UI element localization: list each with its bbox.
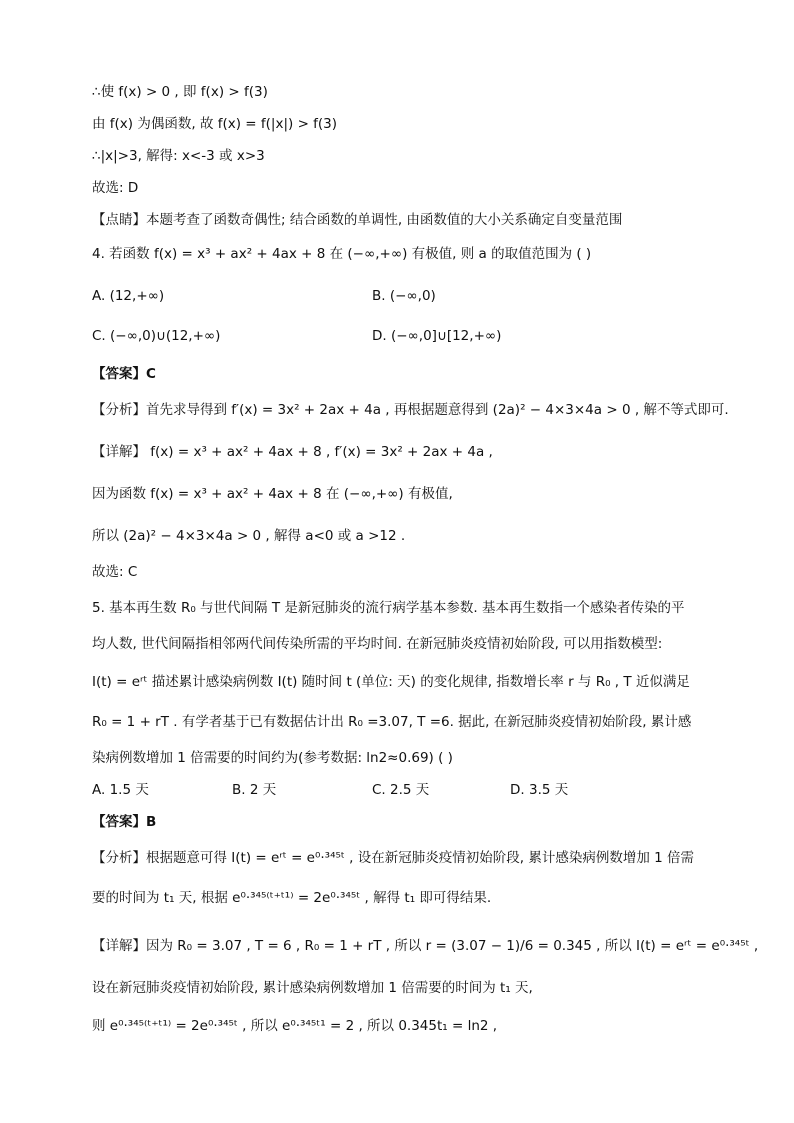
note-line: 【点睛】本题考查了函数奇偶性; 结合函数的单调性, 由函数值的大小关系确定自变量范围 [92, 212, 623, 228]
option-a: A. 1.5 天 [92, 782, 149, 798]
answer-label: 【答案】B [92, 814, 157, 830]
analysis-line: 要的时间为 t₁ 天, 根据 e⁰·³⁴⁵⁽ᵗ⁺ᵗ¹⁾ = 2e⁰·³⁴⁵ᵗ , 解得 t₁ 即可得结果. [92, 890, 492, 906]
option-c: C. 2.5 天 [372, 782, 430, 798]
detail-line: 【详解】因为 R₀ = 3.07 , T = 6 , R₀ = 1 + rT , 所以 r = (3.07 − 1)/6 = 0.345 , 所以 I(t) = eʳᵗ = e⁰·³⁴⁵ᵗ , [92, 938, 759, 954]
detail-line: 因为函数 f(x) = x³ + ax² + 4ax + 8 在 (−∞,+∞) 有极值, [92, 486, 453, 502]
detail-line: 则 e⁰·³⁴⁵⁽ᵗ⁺ᵗ¹⁾ = 2e⁰·³⁴⁵ᵗ , 所以 e⁰·³⁴⁵ᵗ¹ = 2 , 所以 0.345t₁ = ln2 , [92, 1018, 498, 1034]
text-line: ∴|x|>3, 解得: x<-3 或 x>3 [92, 148, 265, 164]
option-d: D. (−∞,0]∪[12,+∞) [372, 328, 502, 344]
question-5: I(t) = eʳᵗ 描述累计感染病例数 I(t) 随时间 t (单位: 天) 的变化规律, 指数增长率 r 与 R₀ , T 近似满足 [92, 674, 690, 690]
text-line: 故选: D [92, 180, 139, 196]
option-b: B. 2 天 [232, 782, 277, 798]
option-c: C. (−∞,0)∪(12,+∞) [92, 328, 221, 344]
text-line: 由 f(x) 为偶函数, 故 f(x) = f(|x|) > f(3) [92, 116, 338, 132]
question-5: 均人数, 世代间隔指相邻两代间传染所需的平均时间. 在新冠肺炎疫情初始阶段, 可以用指数模型: [92, 636, 663, 652]
question-5: R₀ = 1 + rT . 有学者基于已有数据估计出 R₀ =3.07, T =6. 据此, 在新冠肺炎疫情初始阶段, 累计感 [92, 714, 692, 730]
option-b: B. (−∞,0) [372, 288, 436, 304]
text-line: ∴使 f(x) > 0 , 即 f(x) > f(3) [92, 84, 268, 100]
question-5: 染病例数增加 1 倍需要的时间约为(参考数据: ln2≈0.69) ( ) [92, 750, 453, 766]
detail-line: 所以 (2a)² − 4×3×4a > 0 , 解得 a<0 或 a >12 . [92, 528, 406, 544]
answer-label: 【答案】C [92, 366, 156, 382]
option-d: D. 3.5 天 [510, 782, 569, 798]
detail-line: 【详解】 f(x) = x³ + ax² + 4ax + 8 , f′(x) = 3x² + 2ax + 4a , [92, 444, 493, 460]
choice-line: 故选: C [92, 564, 138, 580]
question-4: 4. 若函数 f(x) = x³ + ax² + 4ax + 8 在 (−∞,+∞) 有极值, 则 a 的取值范围为 ( ) [92, 246, 592, 262]
analysis-line: 【分析】首先求导得到 f′(x) = 3x² + 2ax + 4a , 再根据题意得到 (2a)² − 4×3×4a > 0 , 解不等式即可. [92, 402, 729, 418]
analysis-line: 【分析】根据题意可得 I(t) = eʳᵗ = e⁰·³⁴⁵ᵗ , 设在新冠肺炎疫情初始阶段, 累计感染病例数增加 1 倍需 [92, 850, 695, 866]
detail-line: 设在新冠肺炎疫情初始阶段, 累计感染病例数增加 1 倍需要的时间为 t₁ 天, [92, 980, 533, 996]
option-a: A. (12,+∞) [92, 288, 165, 304]
question-5: 5. 基本再生数 R₀ 与世代间隔 T 是新冠肺炎的流行病学基本参数. 基本再生数指一个感染者传染的平 [92, 600, 685, 616]
